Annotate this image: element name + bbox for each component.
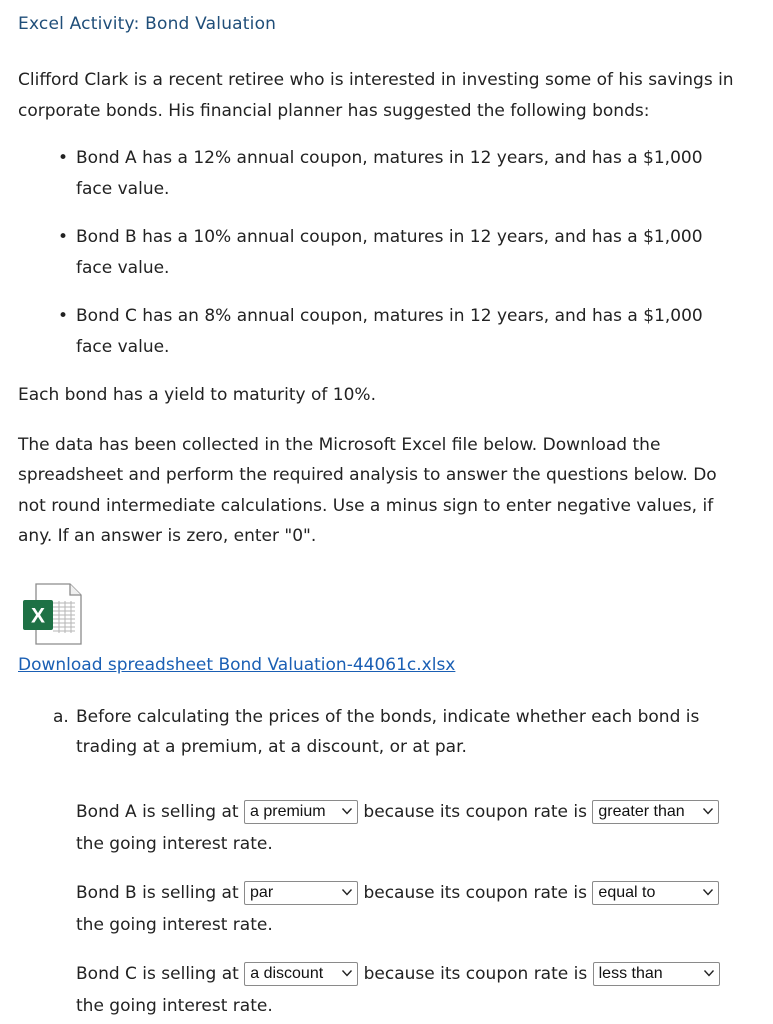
bond-c-comparison-value: less than xyxy=(598,964,663,982)
bond-a-status-select[interactable] xyxy=(244,800,358,824)
bullet: • xyxy=(58,148,69,168)
excel-file-icon[interactable] xyxy=(18,583,82,645)
bond-a-line1: Bond A has a 12% annual coupon, matures in 12 years, and has a $1,000 xyxy=(76,148,703,168)
ytm-paragraph: Each bond has a yield to maturity of 10%. xyxy=(18,385,376,405)
chevron-down-icon xyxy=(703,966,715,980)
list-item-bond-a xyxy=(18,143,748,204)
chevron-down-icon xyxy=(702,885,714,899)
excel-file-icon-graphic xyxy=(18,583,82,645)
bond-b-status-value: par xyxy=(250,883,274,901)
bond-b-comparison-select[interactable] xyxy=(592,881,719,905)
intro-paragraph: Clifford Clark is a recent retiree who is interested in investing some of his savings in corporate bonds. His financial planner has suggested the following bonds: xyxy=(18,70,734,121)
question-letter: a. xyxy=(53,706,69,727)
bond-a-comparison-select[interactable] xyxy=(592,800,719,824)
bond-a-comparison-value: greater than xyxy=(598,802,685,820)
question-a xyxy=(18,702,748,763)
activity-title: Excel Activity: Bond Valuation xyxy=(18,14,277,34)
bond-b-line2: face value. xyxy=(76,257,170,278)
bond-c-mid: because its coupon rate is xyxy=(363,963,588,984)
chevron-down-icon xyxy=(702,804,714,818)
bond-b-suffix: the going interest rate. xyxy=(76,914,273,935)
bond-b-status-select[interactable] xyxy=(244,881,358,905)
bond-c-status-value: a discount xyxy=(250,964,324,982)
list-item-bond-c xyxy=(18,301,748,362)
chevron-down-icon xyxy=(341,966,353,980)
bond-b-prefix: Bond B is selling at xyxy=(76,882,239,903)
answer-row-bond-b xyxy=(76,877,748,941)
excel-icon-letter: X xyxy=(30,604,46,627)
bond-b-comparison-value: equal to xyxy=(598,883,656,901)
list-item-bond-b xyxy=(18,222,748,283)
bond-a-suffix: the going interest rate. xyxy=(76,833,273,854)
question-a-text: Before calculating the prices of the bonds, indicate whether each bond is trading at a premium, at a discount, or at par. xyxy=(76,706,700,757)
bond-a-prefix: Bond A is selling at xyxy=(76,801,239,822)
data-paragraph: The data has been collected in the Microsoft Excel file below. Download the spreadsheet and perform the required analysis to answer the questions below. Do not round intermediate calculations. Use a minus sign to enter negative values, if any. If an answer is zero, enter "0". xyxy=(18,434,717,546)
bond-c-status-select[interactable] xyxy=(244,962,358,986)
bond-c-prefix: Bond C is selling at xyxy=(76,963,239,984)
download-spreadsheet-link[interactable]: Download spreadsheet Bond Valuation-44061c.xlsx xyxy=(18,654,456,675)
bond-c-line2: face value. xyxy=(76,336,170,357)
bond-c-line1: Bond C has an 8% annual coupon, matures in 12 years, and has a $1,000 xyxy=(76,306,703,326)
bullet: • xyxy=(58,227,69,247)
bond-c-comparison-select[interactable] xyxy=(593,962,720,986)
answer-row-bond-a xyxy=(76,796,748,860)
bond-a-status-value: a premium xyxy=(250,802,326,820)
chevron-down-icon xyxy=(341,885,353,899)
bond-a-mid: because its coupon rate is xyxy=(363,801,587,822)
bullet: • xyxy=(58,306,69,326)
bond-list xyxy=(18,143,748,362)
chevron-down-icon xyxy=(341,804,353,818)
bond-c-suffix: the going interest rate. xyxy=(76,995,273,1016)
bond-b-mid: because its coupon rate is xyxy=(363,882,588,903)
bond-b-line1: Bond B has a 10% annual coupon, matures in 12 years, and has a $1,000 xyxy=(76,227,703,247)
answer-row-bond-c xyxy=(76,958,748,1022)
activity-page xyxy=(18,0,748,1022)
bond-a-line2: face value. xyxy=(76,178,170,199)
